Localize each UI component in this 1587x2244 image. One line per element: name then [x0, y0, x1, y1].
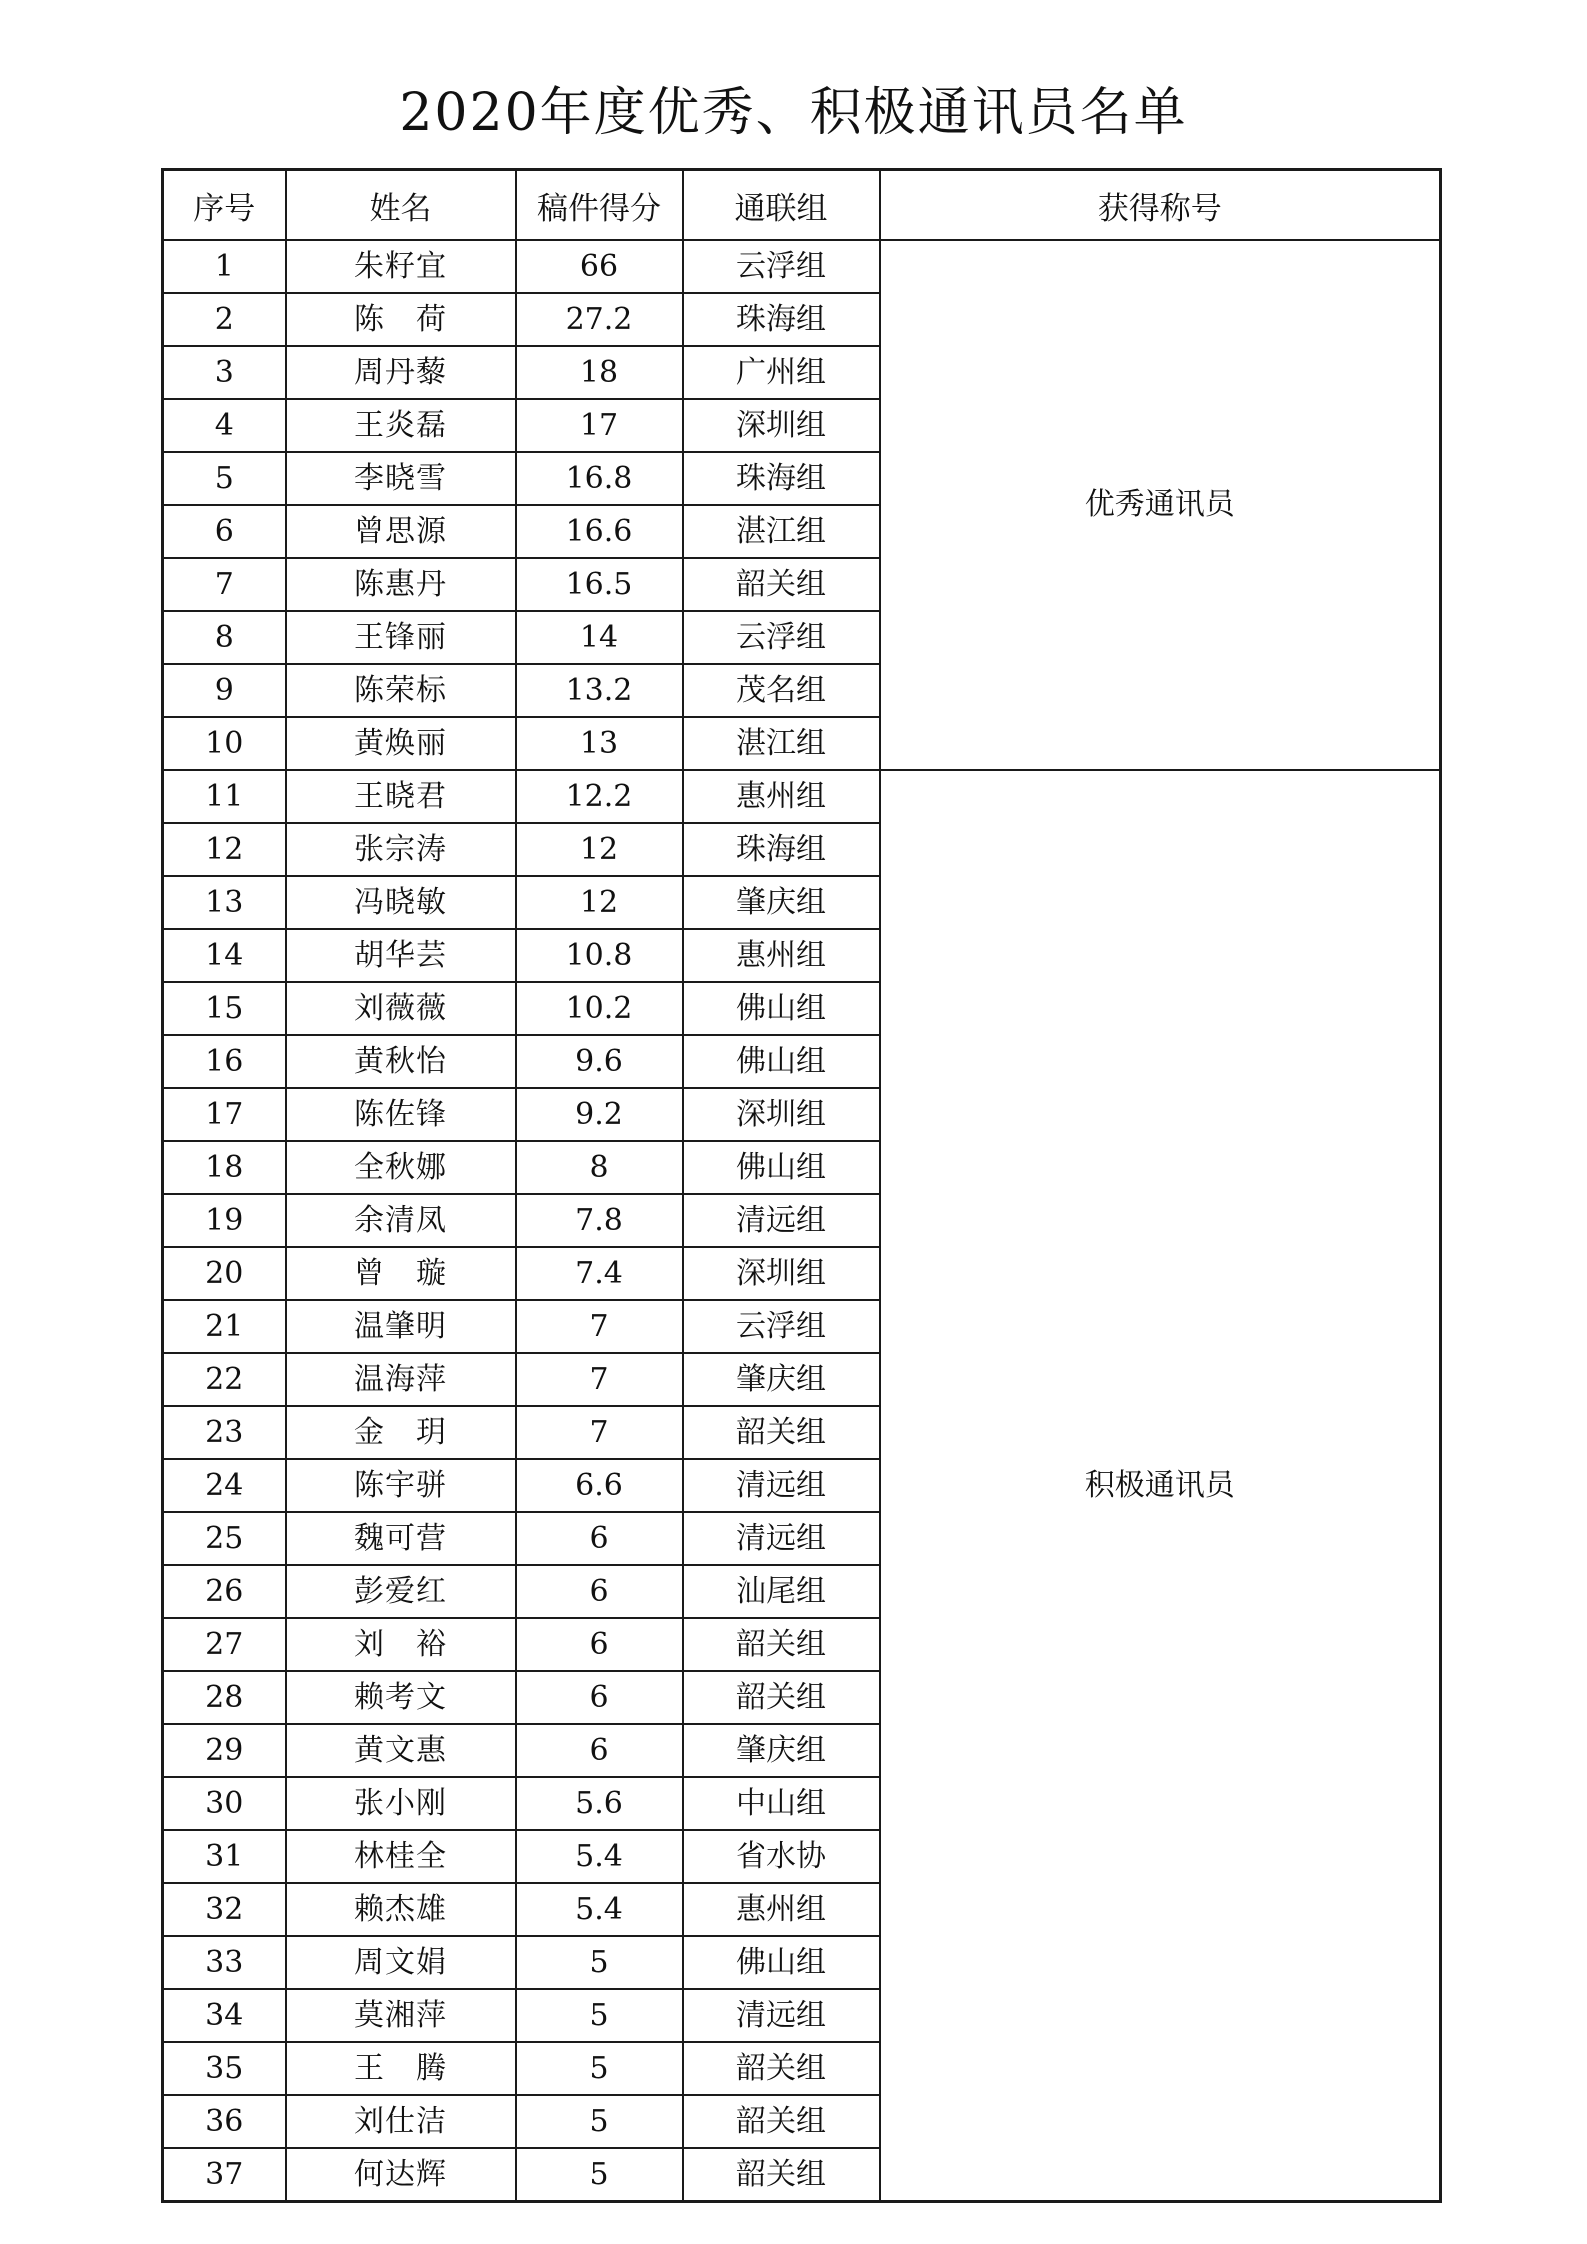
- header-name: 姓名: [286, 170, 516, 241]
- row-score-cell: 10.8: [516, 929, 683, 982]
- row-group-cell: 云浮组: [683, 611, 880, 664]
- row-name-cell: 刘仕洁: [286, 2095, 516, 2148]
- row-name-cell: 莫湘萍: [286, 1989, 516, 2042]
- row-name-cell: 王锋丽: [286, 611, 516, 664]
- row-score-cell: 10.2: [516, 982, 683, 1035]
- row-no-cell: 37: [163, 2148, 286, 2202]
- row-group-cell: 佛山组: [683, 1141, 880, 1194]
- row-score-cell: 5: [516, 2148, 683, 2202]
- row-group-cell: 省水协: [683, 1830, 880, 1883]
- row-score-cell: 8: [516, 1141, 683, 1194]
- row-name-cell: 陈惠丹: [286, 558, 516, 611]
- row-group-cell: 中山组: [683, 1777, 880, 1830]
- header-award: 获得称号: [880, 170, 1441, 241]
- row-group-cell: 惠州组: [683, 929, 880, 982]
- row-name-cell: 周文娟: [286, 1936, 516, 1989]
- row-no-cell: 7: [163, 558, 286, 611]
- row-group-cell: 深圳组: [683, 1088, 880, 1141]
- row-score-cell: 7.4: [516, 1247, 683, 1300]
- row-no-cell: 14: [163, 929, 286, 982]
- row-score-cell: 6: [516, 1671, 683, 1724]
- row-score-cell: 18: [516, 346, 683, 399]
- row-no-cell: 25: [163, 1512, 286, 1565]
- row-score-cell: 6: [516, 1724, 683, 1777]
- row-group-cell: 云浮组: [683, 240, 880, 293]
- row-score-cell: 12.2: [516, 770, 683, 823]
- row-no-cell: 10: [163, 717, 286, 770]
- row-no-cell: 20: [163, 1247, 286, 1300]
- row-group-cell: 湛江组: [683, 505, 880, 558]
- row-score-cell: 12: [516, 823, 683, 876]
- row-score-cell: 5: [516, 2095, 683, 2148]
- table-row: [163, 240, 1441, 293]
- row-name-cell: 朱籽宜: [286, 240, 516, 293]
- row-no-cell: 9: [163, 664, 286, 717]
- row-no-cell: 31: [163, 1830, 286, 1883]
- row-group-cell: 深圳组: [683, 399, 880, 452]
- row-name-cell: 刘薇薇: [286, 982, 516, 1035]
- row-group-cell: 清远组: [683, 1194, 880, 1247]
- row-score-cell: 7: [516, 1353, 683, 1406]
- roster-table: [161, 168, 1442, 2203]
- row-name-cell: 金 玥: [286, 1406, 516, 1459]
- row-no-cell: 15: [163, 982, 286, 1035]
- award-title-cell: 积极通讯员: [880, 770, 1441, 2202]
- row-score-cell: 6: [516, 1618, 683, 1671]
- row-no-cell: 27: [163, 1618, 286, 1671]
- row-group-cell: 深圳组: [683, 1247, 880, 1300]
- row-group-cell: 惠州组: [683, 770, 880, 823]
- row-name-cell: 魏可营: [286, 1512, 516, 1565]
- row-group-cell: 肇庆组: [683, 1353, 880, 1406]
- row-score-cell: 16.8: [516, 452, 683, 505]
- row-no-cell: 13: [163, 876, 286, 929]
- row-score-cell: 16.6: [516, 505, 683, 558]
- row-name-cell: 余清凤: [286, 1194, 516, 1247]
- row-no-cell: 8: [163, 611, 286, 664]
- row-no-cell: 33: [163, 1936, 286, 1989]
- row-no-cell: 6: [163, 505, 286, 558]
- row-group-cell: 韶关组: [683, 2042, 880, 2095]
- row-score-cell: 6: [516, 1512, 683, 1565]
- row-group-cell: 韶关组: [683, 2148, 880, 2202]
- row-name-cell: 陈 荷: [286, 293, 516, 346]
- row-name-cell: 王炎磊: [286, 399, 516, 452]
- row-name-cell: 周丹藜: [286, 346, 516, 399]
- row-score-cell: 66: [516, 240, 683, 293]
- row-group-cell: 清远组: [683, 1989, 880, 2042]
- row-group-cell: 茂名组: [683, 664, 880, 717]
- row-name-cell: 曾思源: [286, 505, 516, 558]
- row-name-cell: 林桂全: [286, 1830, 516, 1883]
- row-group-cell: 韶关组: [683, 1406, 880, 1459]
- row-name-cell: 张小刚: [286, 1777, 516, 1830]
- row-score-cell: 27.2: [516, 293, 683, 346]
- row-group-cell: 韶关组: [683, 558, 880, 611]
- row-no-cell: 35: [163, 2042, 286, 2095]
- row-score-cell: 5: [516, 2042, 683, 2095]
- row-name-cell: 刘 裕: [286, 1618, 516, 1671]
- row-no-cell: 3: [163, 346, 286, 399]
- table-row: [163, 770, 1441, 823]
- row-group-cell: 韶关组: [683, 2095, 880, 2148]
- row-no-cell: 29: [163, 1724, 286, 1777]
- header-no: 序号: [163, 170, 286, 241]
- row-name-cell: 温肇明: [286, 1300, 516, 1353]
- row-no-cell: 34: [163, 1989, 286, 2042]
- row-score-cell: 6: [516, 1565, 683, 1618]
- row-name-cell: 陈荣标: [286, 664, 516, 717]
- row-group-cell: 惠州组: [683, 1883, 880, 1936]
- row-no-cell: 36: [163, 2095, 286, 2148]
- row-group-cell: 广州组: [683, 346, 880, 399]
- row-score-cell: 13.2: [516, 664, 683, 717]
- row-group-cell: 佛山组: [683, 1936, 880, 1989]
- row-group-cell: 清远组: [683, 1512, 880, 1565]
- row-score-cell: 5.4: [516, 1830, 683, 1883]
- row-name-cell: 王 腾: [286, 2042, 516, 2095]
- row-group-cell: 佛山组: [683, 982, 880, 1035]
- row-no-cell: 24: [163, 1459, 286, 1512]
- row-name-cell: 何达辉: [286, 2148, 516, 2202]
- row-score-cell: 14: [516, 611, 683, 664]
- row-name-cell: 赖考文: [286, 1671, 516, 1724]
- row-score-cell: 12: [516, 876, 683, 929]
- row-no-cell: 19: [163, 1194, 286, 1247]
- row-group-cell: 韶关组: [683, 1618, 880, 1671]
- header-row: [163, 170, 1441, 241]
- row-name-cell: 冯晓敏: [286, 876, 516, 929]
- row-no-cell: 17: [163, 1088, 286, 1141]
- row-name-cell: 胡华芸: [286, 929, 516, 982]
- header-group: 通联组: [683, 170, 880, 241]
- row-group-cell: 韶关组: [683, 1671, 880, 1724]
- row-no-cell: 26: [163, 1565, 286, 1618]
- row-name-cell: 彭爱红: [286, 1565, 516, 1618]
- row-score-cell: 5.4: [516, 1883, 683, 1936]
- header-score: 稿件得分: [516, 170, 683, 241]
- row-group-cell: 肇庆组: [683, 1724, 880, 1777]
- page-title: 2020年度优秀、积极通讯员名单: [399, 83, 1188, 143]
- row-score-cell: 5: [516, 1936, 683, 1989]
- row-score-cell: 5: [516, 1989, 683, 2042]
- row-group-cell: 肇庆组: [683, 876, 880, 929]
- row-name-cell: 黄文惠: [286, 1724, 516, 1777]
- row-name-cell: 王晓君: [286, 770, 516, 823]
- row-score-cell: 17: [516, 399, 683, 452]
- row-no-cell: 28: [163, 1671, 286, 1724]
- row-no-cell: 16: [163, 1035, 286, 1088]
- row-group-cell: 汕尾组: [683, 1565, 880, 1618]
- row-name-cell: 李晓雪: [286, 452, 516, 505]
- row-name-cell: 黄焕丽: [286, 717, 516, 770]
- row-score-cell: 9.2: [516, 1088, 683, 1141]
- row-no-cell: 21: [163, 1300, 286, 1353]
- row-name-cell: 张宗涛: [286, 823, 516, 876]
- row-score-cell: 6.6: [516, 1459, 683, 1512]
- row-no-cell: 4: [163, 399, 286, 452]
- row-no-cell: 22: [163, 1353, 286, 1406]
- roster-body: [163, 240, 1441, 2202]
- row-no-cell: 23: [163, 1406, 286, 1459]
- row-group-cell: 佛山组: [683, 1035, 880, 1088]
- row-name-cell: 曾 璇: [286, 1247, 516, 1300]
- row-no-cell: 5: [163, 452, 286, 505]
- row-score-cell: 16.5: [516, 558, 683, 611]
- row-no-cell: 11: [163, 770, 286, 823]
- row-score-cell: 7: [516, 1300, 683, 1353]
- row-group-cell: 清远组: [683, 1459, 880, 1512]
- row-no-cell: 30: [163, 1777, 286, 1830]
- row-score-cell: 5.6: [516, 1777, 683, 1830]
- row-group-cell: 珠海组: [683, 452, 880, 505]
- row-name-cell: 黄秋怡: [286, 1035, 516, 1088]
- row-no-cell: 1: [163, 240, 286, 293]
- row-score-cell: 13: [516, 717, 683, 770]
- row-score-cell: 7.8: [516, 1194, 683, 1247]
- row-score-cell: 9.6: [516, 1035, 683, 1088]
- row-score-cell: 7: [516, 1406, 683, 1459]
- row-group-cell: 云浮组: [683, 1300, 880, 1353]
- row-group-cell: 珠海组: [683, 823, 880, 876]
- row-name-cell: 温海萍: [286, 1353, 516, 1406]
- row-name-cell: 陈宇骈: [286, 1459, 516, 1512]
- award-title-cell: 优秀通讯员: [880, 240, 1441, 770]
- row-no-cell: 12: [163, 823, 286, 876]
- row-group-cell: 湛江组: [683, 717, 880, 770]
- row-name-cell: 陈佐锋: [286, 1088, 516, 1141]
- row-group-cell: 珠海组: [683, 293, 880, 346]
- row-name-cell: 全秋娜: [286, 1141, 516, 1194]
- row-name-cell: 赖杰雄: [286, 1883, 516, 1936]
- row-no-cell: 32: [163, 1883, 286, 1936]
- row-no-cell: 18: [163, 1141, 286, 1194]
- row-no-cell: 2: [163, 293, 286, 346]
